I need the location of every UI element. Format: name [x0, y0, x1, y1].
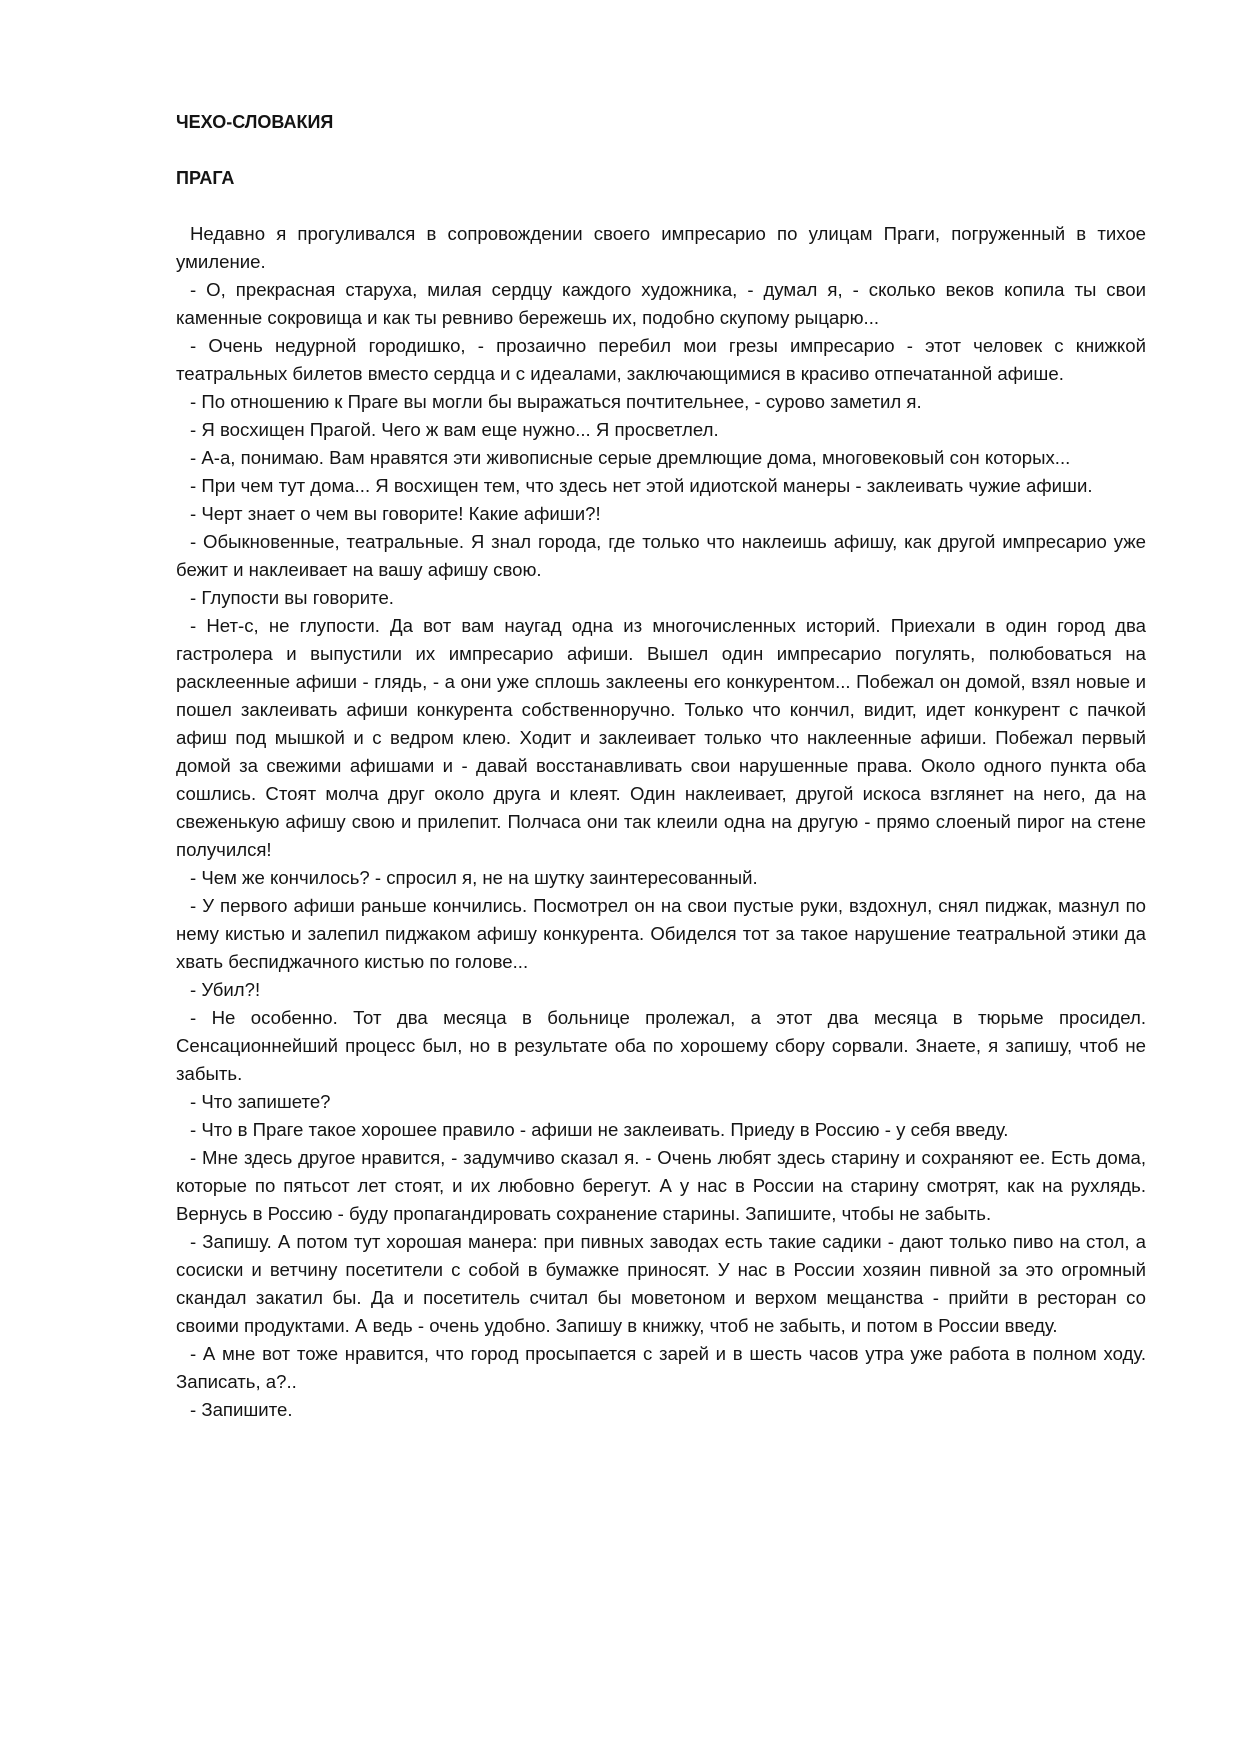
paragraph: - А-а, понимаю. Вам нравятся эти живописные серые дремлющие дома, многовековый сон которых... [190, 447, 1071, 468]
paragraph: - Не особенно. Тот два месяца в больнице пролежал, а этот два месяца в тюрьме просидел. Сенсационнейший процесс был, но в результате оба по хорошему сбору сорвали. Знаете, я запишу, чтоб не забыть. [176, 1007, 1146, 1084]
body-text [176, 220, 1146, 1424]
paragraph: - По отношению к Праге вы могли бы выражаться почтительнее, - сурово заметил я. [190, 391, 922, 412]
paragraph: - Нет-с, не глупости. Да вот вам наугад одна из многочисленных историй. Приехали в один город два гастролера и выпустили их импресарио афиши. Вышел один импресарио погулять, полюбоваться на расклеенные афиши - глядь, - а они уже сплошь заклеены его конкурентом... Побежал он домой, взял новые и пошел заклеивать афиши конкурента собственноручно. Только что кончил, видит, идет конкурент с пачкой афиш под мышкой и с ведром клею. Ходит и заклеивает только что наклеенные афиши. Побежал первый домой за свежими афишами и - давай восстанавливать свои нарушенные права. Около одного пункта оба сошлись. Стоят молча друг около друга и клеят. Один наклеивает, другой искоса взглянет на него, да на свеженькую афишу свою и прилепит. Полчаса они так клеили одна на другую - прямо слоеный пирог на стене получился! [176, 615, 1146, 860]
paragraph: - Запишу. А потом тут хорошая манера: при пивных заводах есть такие садики - дают только пиво на стол, а сосиски и ветчину посетители с собой в бумажке приносят. У нас в России хозяин пивной за это огромный скандал закатил бы. Да и посетитель считал бы моветоном и верхом мещанства - прийти в ресторан со своими продуктами. А ведь - очень удобно. Запишу в книжку, чтоб не забыть, и потом в России введу. [176, 1231, 1146, 1336]
paragraph: - Черт знает о чем вы говорите! Какие афиши?! [190, 503, 601, 524]
paragraph: Недавно я прогуливался в сопровождении своего импресарио по улицам Праги, погруженный в тихое умиление. [176, 223, 1146, 272]
paragraph: - У первого афиши раньше кончились. Посмотрел он на свои пустые руки, вздохнул, снял пиджак, мазнул по нему кистью и залепил пиджаком афишу конкурента. Обиделся тот за такое нарушение театральной этики да хвать беспиджачного кистью по голове... [176, 895, 1146, 972]
paragraph: - О, прекрасная старуха, милая сердцу каждого художника, - думал я, - сколько веков копила ты свои каменные сокровища и как ты ревниво бережешь их, подобно скупому рыцарю... [176, 279, 1146, 328]
paragraph: - Что в Праге такое хорошее правило - афиши не заклеивать. Приеду в Россию - у себя введу. [190, 1119, 1009, 1140]
paragraph: - Я восхищен Прагой. Чего ж вам еще нужно... Я просветлел. [190, 419, 719, 440]
paragraph: - Убил?! [190, 979, 261, 1000]
paragraph: - А мне вот тоже нравится, что город просыпается с зарей и в шесть часов утра уже работа в полном ходу. Записать, а?.. [176, 1343, 1146, 1392]
paragraph: - Глупости вы говорите. [190, 587, 394, 608]
paragraph: - Чем же кончилось? - спросил я, не на шутку заинтересованный. [190, 867, 758, 888]
paragraph: - Запишите. [190, 1399, 293, 1420]
paragraph: - Очень недурной городишко, - прозаично перебил мои грезы импресарио - этот человек с книжкой театральных билетов вместо сердца и с идеалами, заключающимися в красиво отпечатанной афише. [176, 335, 1146, 384]
document-page [176, 108, 1146, 1424]
paragraph: - Что запишете? [190, 1091, 331, 1112]
paragraph: - Обыкновенные, театральные. Я знал города, где только что наклеишь афишу, как другой импресарио уже бежит и наклеивает на вашу афишу свою. [176, 531, 1146, 580]
paragraph: - Мне здесь другое нравится, - задумчиво сказал я. - Очень любят здесь старину и сохраняют ее. Есть дома, которые по пятьсот лет стоят, и их любовно берегут. А у нас в России на старину смотрят, как на рухлядь. Вернусь в Россию - буду пропагандировать сохранение старины. Запишите, чтобы не забыть. [176, 1147, 1146, 1224]
paragraph: - При чем тут дома... Я восхищен тем, что здесь нет этой идиотской манеры - заклеивать чужие афиши. [190, 475, 1093, 496]
country-heading: ЧЕХО-СЛОВАКИЯ [176, 112, 334, 132]
city-heading: ПРАГА [176, 168, 235, 188]
